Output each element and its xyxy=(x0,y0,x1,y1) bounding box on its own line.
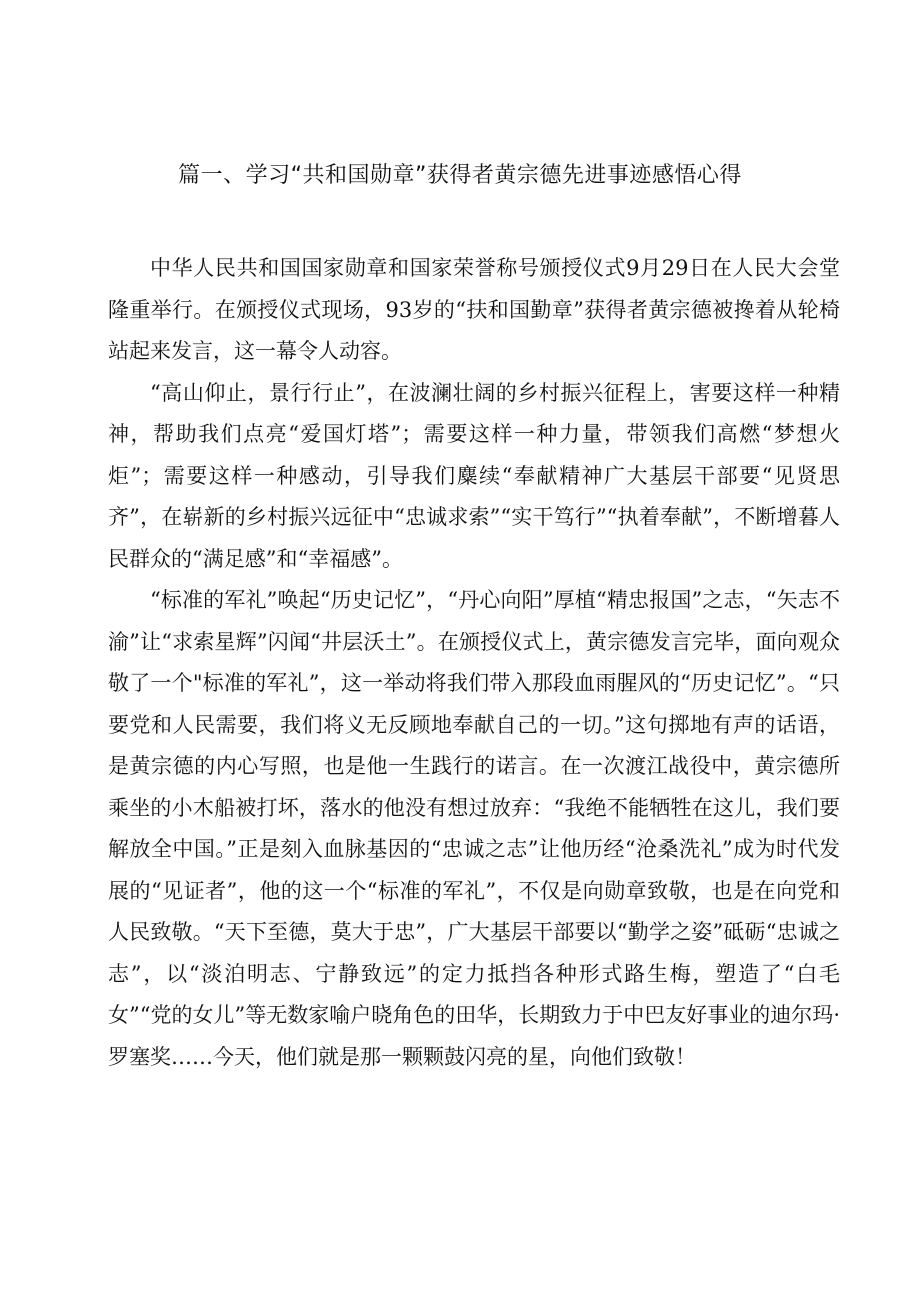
paragraph-1: 中华人民共和国国家勋章和国家荣誉称号颁授仪式9月29日在人民大会堂隆重举行。在颁授仪式现场，93岁的“扶和国勤章”获得者黄宗德被搀着从轮椅站起来发言，这一幕令人动容。 xyxy=(108,256,840,363)
paragraph-3: “标准的军礼”唤起“历史记忆”，“丹心向阳”厚植“精忠报国”之志，“矢志不渝”让“求索星辉”闪闻“井层沃土”。在颁授仪式上，黄宗德发言完毕，面向观众敬了一个"标准的军礼”，这一举动将我们带入那段血雨腥风的“历史记忆”。“只要党和人民需要，我们将义无反顾地奉献自己的一切。”这句掷地有声的话语，是黄宗德的内心写照，也是他一生践行的诺言。在一次渡江战役中，黄宗德所乘坐的小木船被打坏，落水的他没有想过放弃：“我绝不能牺牲在这儿，我们要解放全中国。”正是刻入血脉基因的“忠诚之志”让他历经“沧桑洗礼”成为时代发展的“见证者”，他的这一个“标准的军礼”，不仅是向勋章致敬，也是在向党和人民致敬。“天下至德，莫大于忠”，广大基层干部要以“勤学之姿”砥砺“忠诚之志”，以“淡泊明志、宁静致远”的定力抵挡各种形式路生梅，塑造了“白毛女”“党的女儿”等无数家喻户晓角色的田华，长期致力于中巴友好事业的迪尔玛·罗塞奖……今天，他们就是那一颗颗鼓闪亮的星，向他们致敬！ xyxy=(108,588,840,1069)
paragraph-2: “高山仰止，景行行止”，在波澜壮阔的乡村振兴征程上，害要这样一种精神，帮助我们点亮“爱国灯塔”；需要这样一种力量，带领我们高燃“梦想火炬”；需要这样一种感动，引导我们麋续“奉献精神广大基层干部要“见贤思齐”，在崭新的乡村振兴远征中“忠诚求索”“实干笃行”“执着奉献”，不断增暮人民群众的“满足感”和“幸福感”。 xyxy=(108,380,840,571)
document-body xyxy=(108,248,840,1078)
document-title: 篇一、学习“共和国勋章”获得者黄宗德先进事迹感悟心得 xyxy=(178,163,742,188)
